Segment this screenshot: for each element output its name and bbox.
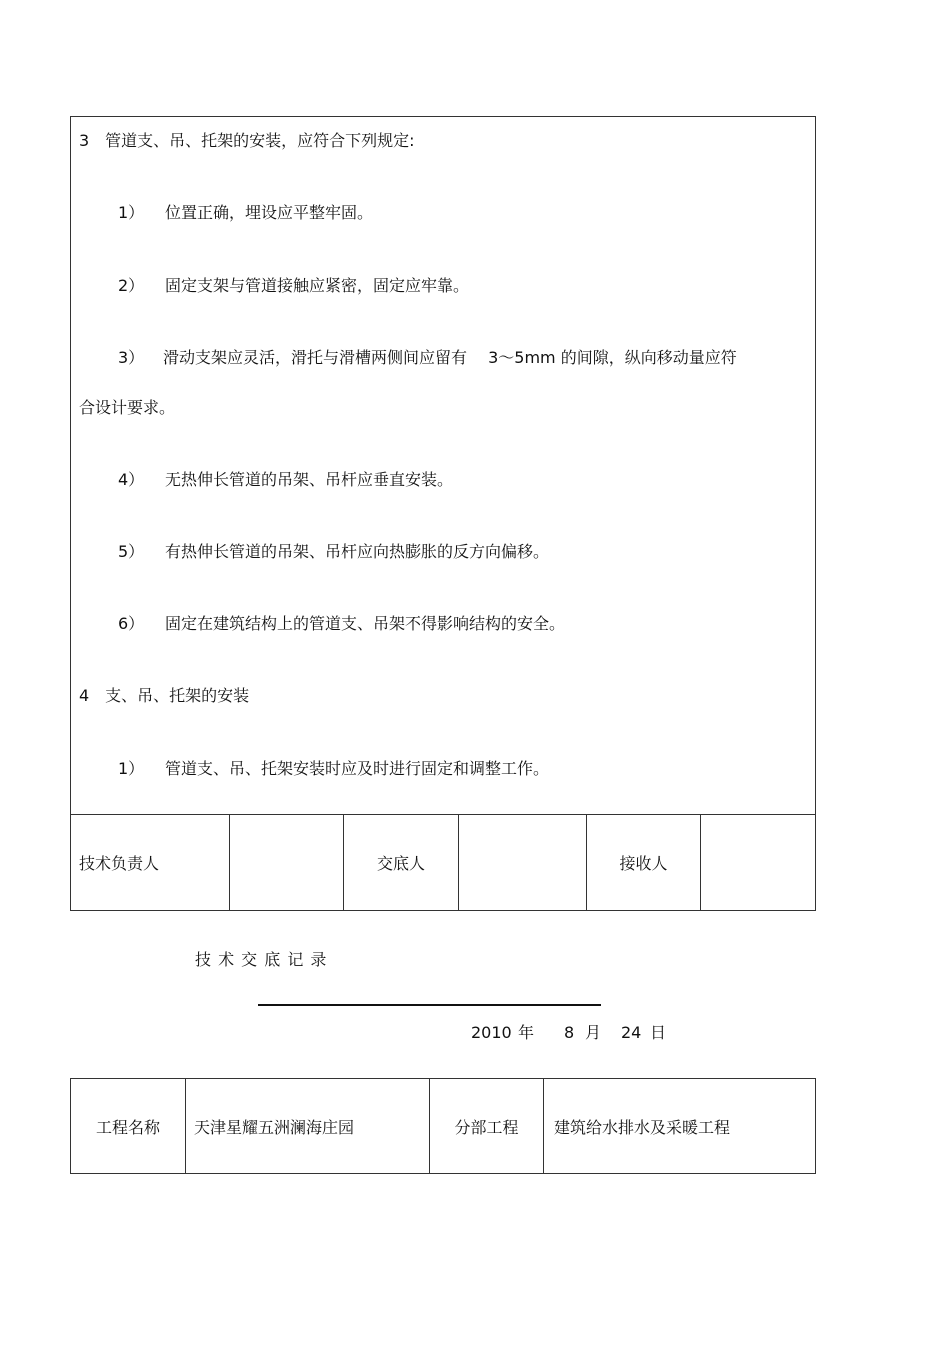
item-text: 滑动支架应灵活，滑托与滑槽两侧间应留有 3～5mm 的间隙，纵向移动量应符 [163, 348, 737, 367]
date-month-unit: 月 [585, 1023, 602, 1042]
division-value-text: 建筑给水排水及采暖工程 [554, 1117, 731, 1137]
item-text: 有热伸长管道的吊架、吊杆应向热膨胀的反方向偏移。 [165, 542, 550, 561]
receiver-value [701, 815, 815, 910]
item-text: 无热伸长管道的吊架、吊杆应垂直安装。 [165, 470, 454, 489]
project-name-value-text: 天津星耀五洲澜海庄园 [194, 1117, 355, 1137]
item-text: 管道支、吊、托架安装时应及时进行固定和调整工作。 [165, 759, 550, 778]
item-number: 5） [118, 542, 145, 561]
division-label-text: 分部工程 [454, 1117, 519, 1137]
section-3-heading: 3 管道支、吊、托架的安装，应符合下列规定: [79, 131, 415, 150]
record-title: 技 术 交 底 记 录 [195, 950, 328, 969]
date-year: 2010 [471, 1023, 512, 1042]
item-number: 1） [118, 203, 145, 222]
date-month: 8 [564, 1023, 575, 1042]
handover-label [344, 815, 458, 910]
date-year-unit: 年 [518, 1023, 535, 1042]
receiver-label [587, 815, 700, 910]
item-text: 位置正确，埋设应平整牢固。 [165, 203, 374, 222]
item-number: 2） [118, 276, 145, 295]
project-name-label-text: 工程名称 [95, 1117, 160, 1137]
section-4-heading: 4 支、吊、托架的安装 [79, 686, 250, 705]
project-name-value [186, 1079, 429, 1173]
item-number: 4） [118, 470, 145, 489]
item-text: 固定在建筑结构上的管道支、吊架不得影响结构的安全。 [165, 614, 566, 633]
item-text-continuation: 合设计要求。 [79, 398, 176, 417]
division-value [544, 1079, 815, 1173]
item-number: 1） [118, 759, 145, 778]
division-label [430, 1079, 543, 1173]
receiver-label-text: 接收人 [619, 854, 668, 873]
title-underline [258, 1004, 601, 1006]
tech-lead-label [71, 815, 229, 910]
date-day-unit: 日 [650, 1023, 667, 1042]
item-text: 固定支架与管道接触应紧密，固定应牢靠。 [165, 276, 470, 295]
item-number: 6） [118, 614, 145, 633]
tech-lead-value [230, 815, 343, 910]
date-day: 24 [621, 1023, 642, 1042]
tech-lead-label-text: 技术负责人 [79, 854, 160, 873]
project-name-label [71, 1079, 185, 1173]
handover-label-text: 交底人 [376, 854, 425, 873]
handover-value [459, 815, 586, 910]
item-number: 3） [118, 348, 145, 367]
